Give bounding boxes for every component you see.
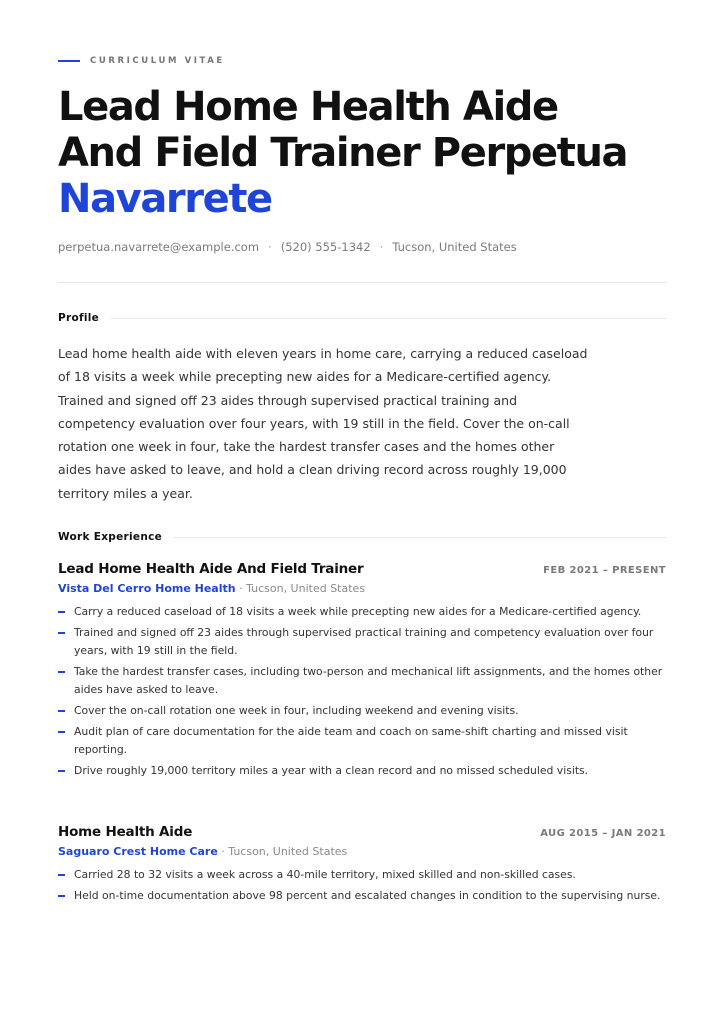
bullet-text: Trained and signed off 23 aides through supervised practical training and competency evaluation over four years, with 19 still in the field. <box>74 626 654 657</box>
bullet-dash <box>58 895 65 897</box>
candidate-name <box>58 84 668 222</box>
profile-text: Lead home health aide with eleven years in home care, carrying a reduced caseload of 18 visits a week while precepting new aides for a Medicare-certified agency. Trained and signed off 23 aides through supervised practical training and competency evaluation over four years, with 19 still in the field. Cover the on-call rotation one week in four, take the hardest transfer cases and the homes other aides have asked to leave, and hold a clean driving record across roughly 19,000 territory miles a year. <box>58 346 588 501</box>
location-text: Tucson, United States <box>392 240 517 254</box>
bullet-text: Drive roughly 19,000 territory miles a year with a clean record and no missed scheduled visits. <box>74 764 589 777</box>
experience-heading <box>58 531 666 543</box>
profile-heading-label: Profile <box>58 312 100 324</box>
accent-dash <box>58 60 80 62</box>
job-dates: AUG 2015 – JAN 2021 <box>540 828 666 839</box>
contact-line <box>58 240 517 254</box>
employer-name: Saguaro Crest Home Care <box>58 845 218 858</box>
bullet-item <box>58 663 666 699</box>
job-title: Home Health Aide <box>58 824 193 840</box>
bullet-dash <box>58 731 65 733</box>
bullet-dash <box>58 671 65 673</box>
bullet-text: Held on-time documentation above 98 percent and escalated changes in condition to the supervising nurse. <box>74 889 661 902</box>
experience-heading-label: Work Experience <box>58 531 163 543</box>
profile-heading <box>58 312 666 324</box>
section-divider <box>174 537 666 538</box>
job-title: Lead Home Health Aide And Field Trainer <box>58 561 364 577</box>
separator: · <box>268 240 272 254</box>
bullet-dash <box>58 874 65 876</box>
employer-location: · Tucson, United States <box>235 582 366 595</box>
bullet-text: Carried 28 to 32 visits a week across a 40-mile territory, mixed skilled and non-skilled cases. <box>74 868 576 881</box>
bullet-item <box>58 702 666 720</box>
eyebrow-label: CURRICULUM VITAE <box>90 56 225 66</box>
section-divider <box>111 318 666 319</box>
separator: · <box>379 240 384 254</box>
bullet-text: Audit plan of care documentation for the aide team and coach on same-shift charting and missed visit reporting. <box>74 725 628 756</box>
job-bullets <box>58 866 666 905</box>
bullet-item <box>58 887 666 905</box>
bullet-item <box>58 866 666 884</box>
name-line-1: Lead Home Health Aide <box>58 84 558 130</box>
job-bullets <box>58 603 666 780</box>
bullet-item <box>58 624 666 660</box>
bullet-dash <box>58 611 65 613</box>
bullet-text: Cover the on-call rotation one week in four, including weekend and evening visits. <box>74 704 519 717</box>
job-entry <box>58 824 666 908</box>
bullet-text: Take the hardest transfer cases, including two-person and mechanical lift assignments, and the homes other aides have asked to leave. <box>74 665 663 696</box>
job-dates: FEB 2021 – PRESENT <box>543 565 666 576</box>
job-employer <box>58 582 666 595</box>
job-entry <box>58 561 666 783</box>
bullet-dash <box>58 770 65 772</box>
eyebrow <box>58 56 225 66</box>
name-last: Navarrete <box>58 176 272 222</box>
email-link[interactable]: perpetua.navarrete@example.com <box>58 240 260 254</box>
header-divider <box>58 282 666 283</box>
bullet-item <box>58 723 666 759</box>
bullet-dash <box>58 632 65 634</box>
bullet-dash <box>58 710 65 712</box>
name-line-2: And Field Trainer Perpetua <box>58 130 628 176</box>
job-employer <box>58 845 666 858</box>
employer-name: Vista Del Cerro Home Health <box>58 582 236 595</box>
bullet-text: Carry a reduced caseload of 18 visits a week while precepting new aides for a Medicare-certified agency. <box>74 605 642 618</box>
phone-link[interactable]: (520) 555-1342 <box>280 240 371 254</box>
bullet-item <box>58 762 666 780</box>
bullet-item <box>58 603 666 621</box>
employer-location: · Tucson, United States <box>217 845 348 858</box>
